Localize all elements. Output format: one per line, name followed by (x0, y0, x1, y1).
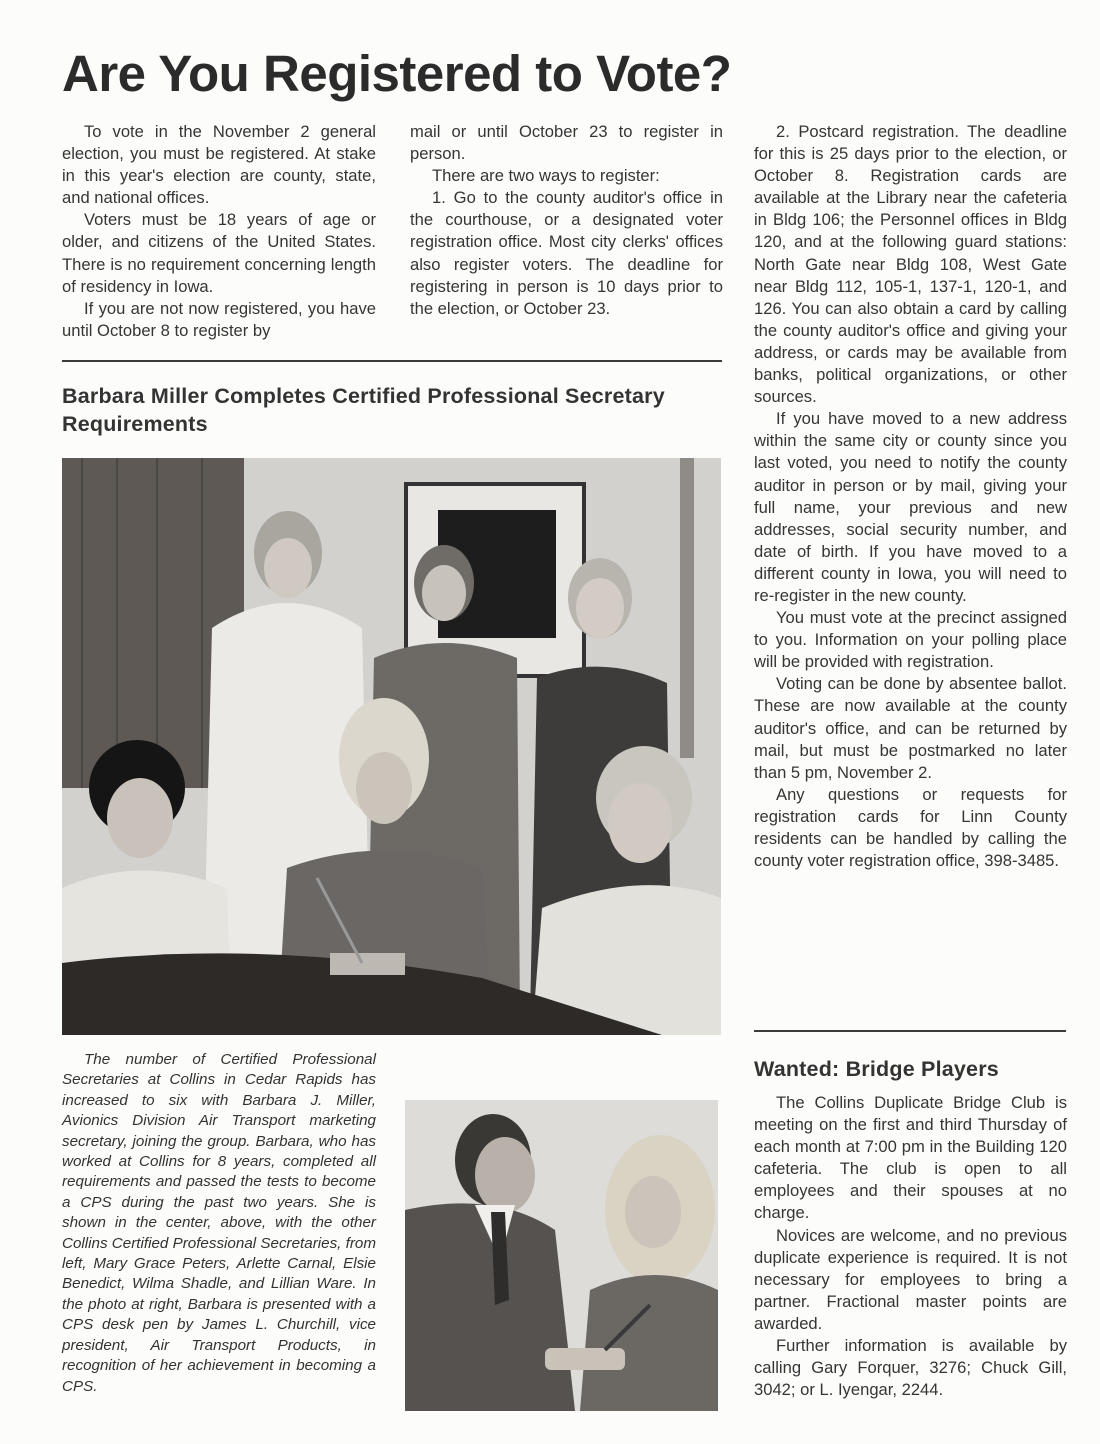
vote-article-column-3 (754, 121, 1067, 872)
vote-article-column-2 (410, 121, 723, 320)
paragraph: 1. Go to the county auditor's office in the courthouse, or a designated voter registration office. Most city clerks' offices also register voters. The deadline for registering in person is 10 days prior to the election, or October 23. (410, 188, 723, 318)
paragraph: The Collins Duplicate Bridge Club is meeting on the first and third Thursday of each month at 7:00 pm in the Building 120 cafeteria. The club is open to all employees and their spouses at no charge. (754, 1093, 1067, 1223)
paragraph: To vote in the November 2 general election, you must be registered. At stake in this year's election are county, state, and national offices. (62, 122, 376, 208)
paragraph: If you have moved to a new address within the same city or county since you last voted, you need to notify the county auditor in person or by mail, giving your full name, your previous and new addresses, social security number, and date of birth. If you have moved to a different county in Iowa, you will need to re-register in the new county. (754, 409, 1067, 605)
section-divider (754, 1030, 1066, 1032)
paragraph: 2. Postcard registration. The deadline for this is 25 days prior to the election, or October 8. Registration cards are available at the Library near the cafeteria in Bldg 106; the Personnel offices in Bldg 120, and at the following guard stations: North Gate near Bldg 108, West Gate near Bldg 112, 105-1, 137-1, 120-1, and 126. You can also obtain a card by calling the county auditor's office and giving your address, or cards may be available from banks, political organizations, or other sources. (754, 122, 1067, 407)
paragraph: Further information is available by calling Gary Forquer, 3276; Chuck Gill, 3042; or L. Iyengar, 2244. (754, 1336, 1067, 1400)
paragraph: Voting can be done by absentee ballot. These are now available at the county auditor's office, and can be returned by mail, but must be postmarked no later than 5 pm, November 2. (754, 674, 1067, 782)
caption-text: The number of Certified Professional Secretaries at Collins in Cedar Rapids has increased to six with Barbara J. Miller, Avionics Division Air Transport marketing secretary, joining the group. Barbara, who has worked at Collins for 8 years, completed all requirements and passed the tests to become a CPS during the past two years. She is shown in the center, above, with the other Collins Certified Professional Secretaries, from left, Mary Grace Peters, Arlette Carnal, Elsie Benedict, Wilma Shadle, and Lillian Ware. In the photo at right, Barbara is presented with a CPS desk pen by James L. Churchill, vice president, Air Transport Products, in recognition of her achievement in becoming a CPS. (62, 1051, 376, 1395)
paragraph: If you are not now registered, you have until October 8 to register by (62, 298, 376, 340)
cps-photo-caption (62, 1050, 376, 1397)
paragraph: You must vote at the precinct assigned to you. Information on your polling place will be provided with registration. (754, 608, 1067, 672)
paragraph: Voters must be 18 years of age or older, and citizens of the United States. There is no requirement concerning length of residency in Iowa. (62, 210, 376, 296)
award-photo-image (405, 1100, 718, 1411)
bridge-headline: Wanted: Bridge Players (754, 1057, 999, 1081)
group-photo (62, 458, 721, 1035)
vote-article-column-1 (62, 121, 376, 342)
paragraph: There are two ways to register: (432, 166, 660, 186)
bridge-article-body (754, 1092, 1067, 1401)
paragraph: Novices are welcome, and no previous duplicate experience is required. It is not necessary for employees to bring a partner. Fractional master points are awarded. (754, 1225, 1067, 1333)
paragraph: Any questions or requests for registration cards for Linn County residents can be handled by calling the county voter registration office, 398-3485. (754, 784, 1067, 871)
paragraph: mail or until October 23 to register in person. (410, 122, 723, 164)
section-divider (62, 360, 722, 362)
group-photo-image (62, 458, 721, 1035)
cps-headline: Barbara Miller Completes Certified Professional Secretary Requirements (62, 384, 665, 436)
page-title: Are You Registered to Vote? (62, 45, 732, 102)
award-photo (405, 1100, 718, 1411)
